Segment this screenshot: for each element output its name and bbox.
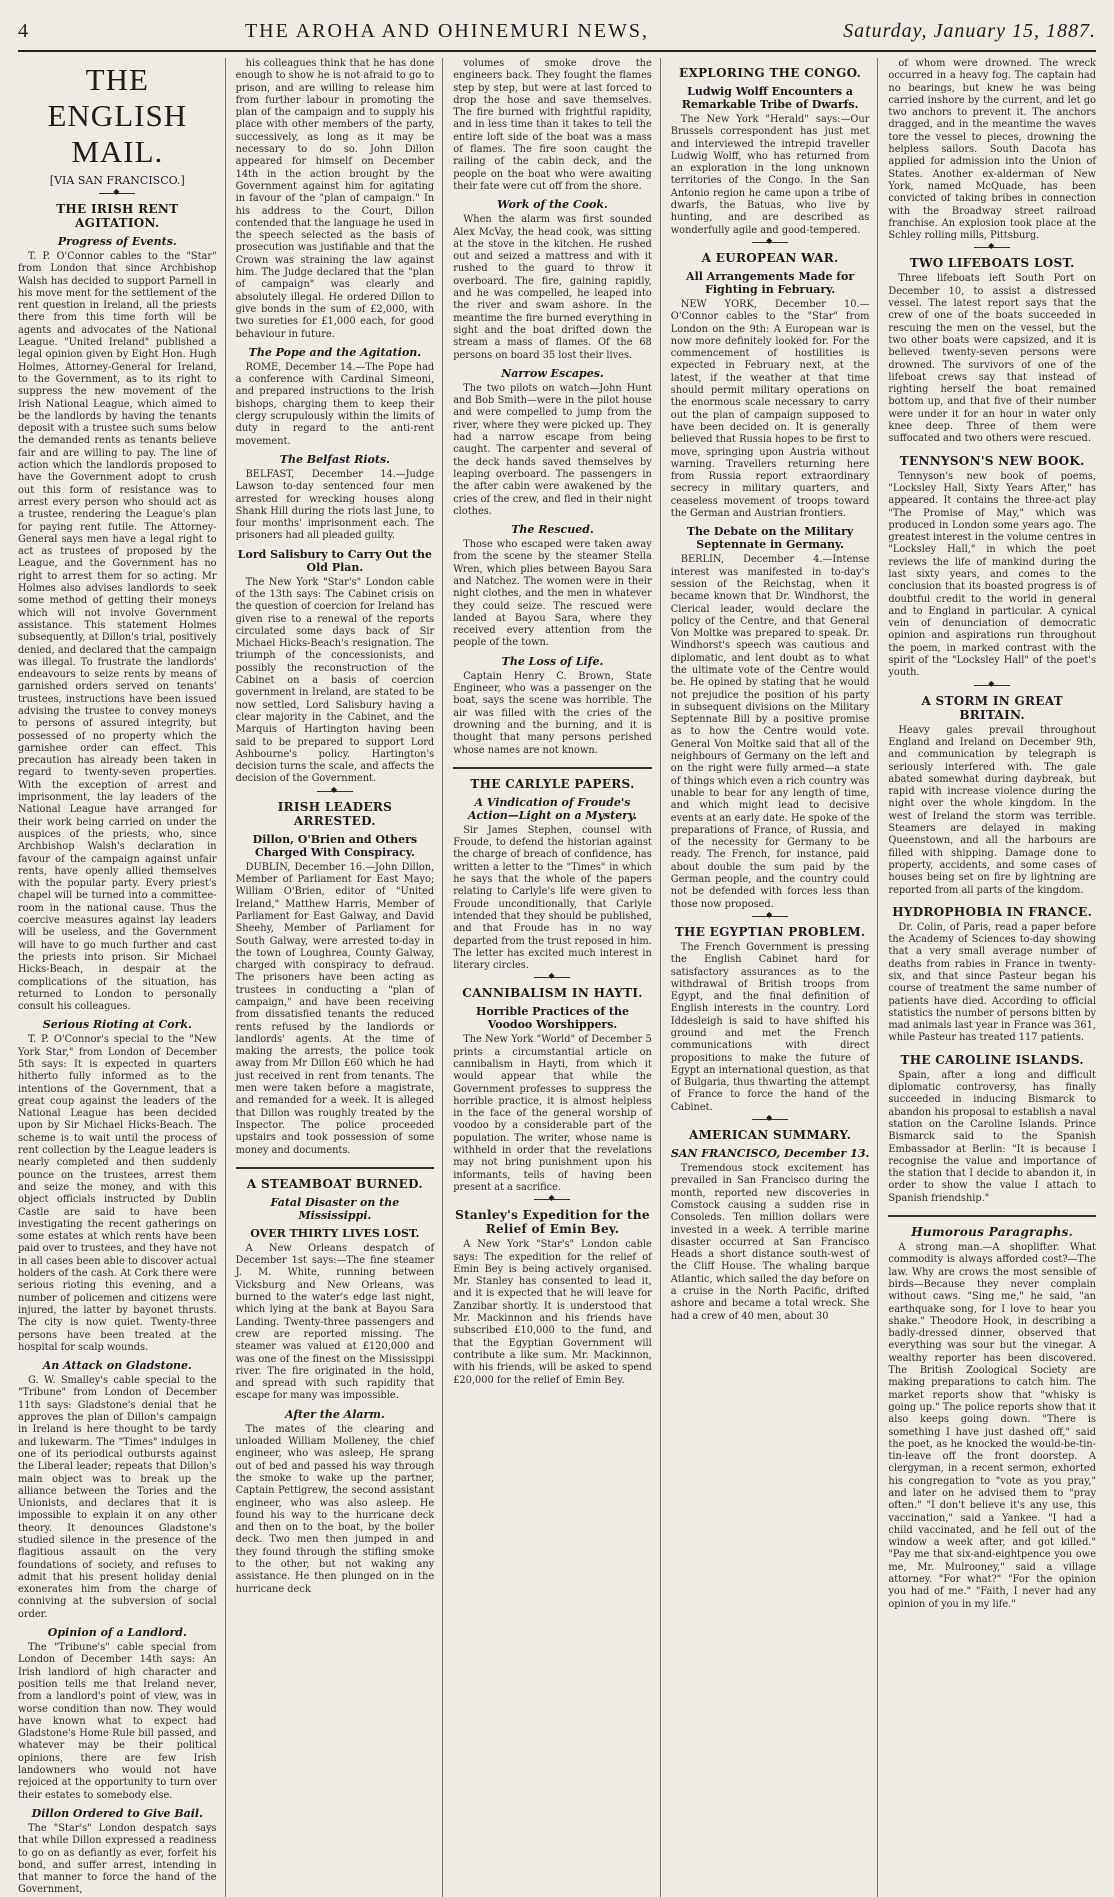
article-subheadline: OVER THIRTY LIVES LOST. (250, 1226, 420, 1240)
article-text: The French Government is pressing the English Cabinet hard for satisfactory assurances as to the withdrawal of British troops from Egypt, and the final definition of English interests in the country. Lord Iddesleigh is said to have shifted his ground and met the French communications with direct propositions to make the future of Egypt an international question, as that of Bulgaria, thus thwarting the attempt of France to force the hand of the Cabinet. (670, 941, 870, 1113)
article-text: his colleagues think that he has done enough to show he is not afraid to go to prison, and are willing to release him from further labour in promoting the plan of the campaign and to supply his place with other members of the party, successively, as long as it may be necessary to do so. John Dillon appeared for himself on December 14th in the action brought by the Government against him for agitating in favour of the "plan of campaign." In his address to the Court, Dillon contended that the language he used in the speech selected as the basis of prosecution was justifiable and that the Crown was straining the law against him. The Judge declared that the "plan of campaign" was clearly and absolutely illegal. He ordered Dillon to give bonds in the sum of £2,000, with two sureties for £1,000 each, for good behaviour in future. (235, 58, 435, 340)
article-headline: A EUROPEAN WAR. (701, 250, 839, 265)
article-subheadline: SAN FRANCISCO, December 13. (670, 1147, 870, 1161)
column-3 (453, 58, 661, 1897)
divider (974, 247, 1010, 248)
article-subheadline: The Loss of Life. (501, 654, 604, 668)
article-text: The two pilots on watch—John Hunt and Bob Smith—were in the pilot house and were compelled to jump from the river, where they were picked up. They had a narrow escape from being caught. The carpenter and several of the deck hands saved themselves by leaping overboard. The passengers in the after cabin were awakened by the cries of the crew, and fled in their night clothes. (453, 382, 652, 517)
article-subheadline: Horrible Practices of the Voodoo Worshippers. (475, 1005, 630, 1032)
article-subheadline: A Vindication of Froude's Action—Light on a Mystery. (467, 795, 638, 822)
article-text: T. P. O'Connor's special to the "New York Star," from London of December 5th says: It is expected in quarters hitherto fully informed as to the intentions of the Government, that a great coup against the leaders of the National League has been decided upon by Sir Michael Hicks-Beach. The scheme is to wait until the process of rent collection by the League leaders is nearly completed and then suddenly pounce on the trustees, arrest them and seize the money, and with this object officials instructed by Dublin Castle are said to have been investigating the recent gatherings on some estates at which rents have been paid over to trustees, and they have not in all cases been able to discover actual holders of the cash. At Cork there were serious rioting this evening, and a number of policemen and citizens were injured, the latter by bayonet thrusts. The city is now quiet. Twenty-three persons have been treated at the hospital for scalp wounds. (18, 1034, 217, 1353)
article-text: Those who escaped were taken away from the scene by the steamer Stella Wren, which plies between Bayou Sara and Natchez. The women were in their night clothes, and the men in whatever they could seize. The rescued were landed at Bayou Sara, where they received every attention from the people of the town. (453, 539, 652, 649)
article-subheadline: Work of the Cook. (497, 198, 608, 212)
divider (236, 1167, 435, 1169)
article-text: DUBLIN, December 16.—John Dillon, Member of Parliament for East Mayo; William O'Brien, editor of "United Ireland," Matthew Harris, Member of Parliament for East Galway, and David Sheehy, Member of Parliament for South Galway, were arrested to-day in the town of Loughrea, County Galway, charged with conspiracy to defraud. The prisoners have been acting as trustees in conducting a "plan of campaign," and have been receiving from dissatisfied tenants the reduced rents refused by the landlords or landlords' agents. At the time of making the arrests, the police took away from Mr Dillon £60 which he had just received in rent from tenants. The men were taken before a magistrate, and remanded for a week. It is alleged that Dillon was roughly treated by the Inspector. The police proceeded upstairs and took possession of some money and documents. (235, 861, 435, 1156)
divider (534, 977, 570, 978)
article-subheadline: All Arrangements Made for Fighting in February. (686, 269, 855, 296)
divider (534, 1199, 570, 1200)
article-text: The New York "World" of December 5 prints a circumstantial article on cannibalism in Hayti, from which it would appear that while the Government professes to suppress the horrible practice, it is almost helpless in the face of the general worship of voodoo by a considerable part of the population. The writer, whose name is withheld in order that the revelations may not bring punishment upon his informants, tells of having been present at a sacrifice. (453, 1034, 652, 1193)
article-headline: Stanley's Expedition for the Relief of Emin Bey. (455, 1208, 650, 1237)
divider (317, 791, 353, 792)
article-headline: A STORM IN GREAT BRITAIN. (921, 693, 1063, 722)
article-headline: A STEAMBOAT BURNED. (246, 1176, 423, 1191)
article-subheadline: Opinion of a Landlord. (47, 1626, 187, 1640)
article-subheadline: Lord Salisbury to Carry Out the Old Plan. (237, 547, 432, 574)
article-headline: HYDROPHOBIA IN FRANCE. (892, 904, 1093, 919)
column-5 (888, 58, 1096, 1897)
article-text: Tremendous stock excitement has prevailed in San Francisco during the month, reported new discoveries in Comstock causing a sudden rise in Consoleds. Ten million dollars were invested in a week. A terrible marine disaster occurred at San Francisco Heads a short distance south-west of the Cliff House. The whaling barque Atlantic, which sailed the day before on a cruise in the North Pacific, drifted ashore and became a total wreck. She had a crew of 40 men, about 30 (670, 1163, 870, 1322)
columns (18, 58, 1097, 1896)
section-title: THE ENGLISH MAIL. (47, 62, 188, 169)
article-headline: EXPLORING THE CONGO. (679, 66, 862, 80)
article-text: of whom were drowned. The wreck occurred in a heavy fog. The captain had no bearings, but knew he was being carried inshore by the current, and let go two anchors to prevent it. The anchors dragged, and in the meantime the waves tore the vessel to pieces, drowning the helpless sailors. South Dacota has applied for admission into the Union of States. Another ex-alderman of New York, named McQuade, has been convicted of taking bribes in connection with the Broadway street railroad franchise. An explosion took place at the Schley rolling mills, Pittsburg. (888, 58, 1096, 242)
article-text: T. P. O'Connor cables to the "Star" from London that since Archbishop Walsh has decided to support Parnell in his move ment for the settlement of the rent question in Ireland, all the priests there from this time forth will be agents and advocates of the National League. "United Ireland" published a legal opinion given by Eight Hon. Hugh Holmes, Attorney-General for Ireland, to the Government, as to its right to suppress the new movement of the Irish National League, which aimed to be the landlords by having the tenants deposit with a trustee such sums below the demanded rents as tenants believe fair and are willing to pay. The line of action which the landlords proposed to have the Government adopt to crush out this form of resistance was to arrest every person who should act as a trustee, rendering the League's plan for paying rent futile. The Attorney-General says men have a legal right to act as trustees of proposed by the League, and the Government has no right to arrest them for so acting. Mr Holmes also advises landlords to seek some method of getting their moneys which will not involve Government assistance. This statement Holmes subsequently, at Dillon's trial, positively denied, and declared that the campaign was illegal. To frustrate the landlords' endeavours to seize rents by means of garnished orders served on tenants' trustees, instructions have been issued advising the trustee to convey moneys to persons of assured integrity, but possessed of no property which the garnishee order can effect. This precaution has already been taken in regard to twenty-seven properties. With the exception of arrest and imprisonment, the lay leaders of the National League have arranged for their work being carried on under the auspices of the priests, who, since Archbishop Walsh's declaration in favour of the campaign against unfair rents, have openly allied themselves with the popular party. Every priest's chapel will be turned into a committee-room in the national cause. Thus the coercive measures against lay leaders will be useless, and the Government will have to go much further and cast the priests into prison. Sir Michael Hicks-Beach, in despair at the complications of the situation, has returned to London to personally consult his colleagues. (18, 251, 217, 1013)
article-subheadline: The Rescued. (511, 523, 594, 537)
article-headline: CANNIBALISM IN HAYTI. (462, 986, 643, 1001)
article-text: Tennyson's new book of poems, "Locksley Hall, Sixty Years After," has appeared. It contains the three-act play "The Promise of May," which was produced in London some years ago. The greatest interest in the volume centres in "Locksley Hall," in which the poet reviews the life of mankind during the last sixty years, and comes to the conclusion that its boasted progress is of doubtful credit to the world in general and to England in particular. A cynical vein of denunciation of democratic opinion and aspirations run throughout the poem, in marked contrast with the spirit of the "Locksley Hall" of the poet's youth. (888, 470, 1096, 679)
divider (974, 685, 1010, 686)
article-text: A New Orleans despatch of December 1st says:—The fine steamer J. M. White, running between Vicksburg and New Orleans, was burned to the water's edge last night, which lying at the bank at Bayou Sara Landing. Twenty-three passengers and crew are reported missing. The steamer was valued at £120,000 and was one of the finest on the Mississippi river. The fire originated in the hold, and spread with such rapidity that escape for many was impossible. (235, 1242, 435, 1402)
article-text: The "Tribune's" cable special from London of December 14th says: An Irish landlord of high character and position tells me that Ireland never, from a landlord's point of view, was in worse condition than now. They would have known what to expect had Gladstone's Home Rule bill passed, and whatever may be their political opinions, there are few Irish landowners who would not have rejoiced at the opportunity to turn over their estates to somebody else. (18, 1642, 217, 1801)
article-subheadline: Serious Rioting at Cork. (42, 1018, 192, 1032)
article-text: Three lifeboats left South Port on December 10, to assist a distressed vessel. The latest report says that the crew of one of the boats succeeded in rescuing the men on the vessel, but the two other boats were capsized, and it is believed twenty-seven persons were drowned. The survivors of one of the lifeboat crews say that instead of righting herself the boat remained bottom up, and that five of their number were under it for an hour in water only knee deep. Three of them were suffocated and two others were rescued. (888, 273, 1096, 445)
article-subheadline: The Pope and the Agitation. (248, 345, 422, 359)
article-headline: IRISH LEADERS ARRESTED. (277, 799, 393, 828)
masthead (18, 20, 1096, 52)
article-text: G. W. Smalley's cable special to the "Tribune" from London of December 11th says: Gladstone's denial that he approves the plan of Dillon's campaign in Ireland is here thought to be tardy and lukewarm. The "Times" indulges in one of its periodical outbursts against the Liberal leader; repeats that Dillon's main object was to break up the alliance between the Tories and the Unionists, and declares that it is impossible to explain it on any other theory. It denounces Gladstone's studied silence in the presence of the flagitious assault on the very foundations of society, and refuses to admit that his present holiday denial exonerates him from the charge of conniving at the subversion of social order. (18, 1375, 217, 1620)
article-text: A strong man.—A shoplifter. What commodity is always afforded cost?—The law. Why are crows the most sensible of birds—Because they never complain without caws. "Sing me," he said, "an earthquake song, for I love to hear you shake." Theodore Hook, in describing a badly-dressed dinner, observed that everything was sour but the vinegar. A wealthy reporter has been discovered. The British Zoological Society are making preparations to catch him. The market reports show that "whisky is going up." The police reports show that it also keeps going down. "There is something I have just dashed off," said the poet, as he knocked the would-be-tin-tin-leave off the front doorstep. A clergyman, in a recent sermon, exhorted his congregation to "vote as you pray," and later on he advised them to "pray often." "I don't believe it's any use, this vaccination," said a Yankee. "I had a child vaccinated, and he fell out of the window a week after, and got killed." "Pay me that six-and-eightpence you owe me, Mr. Mulrooney," said a village attorney. "For what?" "For the opinion you had of me." "Faith, I never had any opinion of you in my life." (888, 1242, 1096, 1610)
article-text: Captain Henry C. Brown, State Engineer, who was a passenger on the boat, says the scene was horrible. The air was filled with the cries of the drowning and the burning, and it is thought that many persons perished whose names are not known. (453, 670, 652, 756)
article-text: Dr. Colin, of Paris, read a paper before the Academy of Sciences to-day showing that a very small average number of deaths from rabies in France in twenty-six, and that since Pasteur began his course of treatment the same number of patients have died. According to official statistics the number of persons bitten by mad animals last year in France was 361, while Pasteur has treated 117 patients. (888, 921, 1097, 1044)
article-headline: AMERICAN SUMMARY. (688, 1128, 852, 1143)
page-number: 4 (18, 20, 29, 42)
article-text: The mates of the clearing and unloaded William Molleney, the chief engineer, who was asleep, He sprang out of bed and passed his way through the smoke to wake up the partner, Captain Pettigrew, the second assistant engineer, who was also asleep. He found his way to the hurricane deck and then on to the boat, by the boiler deck. Two men then jumped in and they found through the stifling smoke to the other, but not waking any assistance. He then plunged on in the hurricane deck (235, 1423, 435, 1595)
article-text: The New York "Herald" says:—Our Brussels correspondent has just met and interviewed the intrepid traveller Ludwig Wolff, who has returned from an exploration in the long unknown territories of the Congo. In the San Antonio region he came upon a tribe of dwarfs, the Batuas, who live by hunting, and are described as wonderfully agile and good-tempered. (670, 114, 870, 236)
article-headline: THE CARLYLE PAPERS. (470, 776, 635, 791)
article-text: Heavy gales prevail throughout England and Ireland on December 9th, and communication by telegraph is seriously interfered with. The gale abated somewhat during daybreak, but rapid with increase violence during the night over the whole kingdom. In the west of Ireland the storm was terrible. Steamers are delayed in making Queenstown, and all the harbours are filled with shipping. Damage done to property, accidents, and some cases of houses being set on fire by lightning are reported from all parts of the kingdom. (888, 724, 1096, 896)
divider (752, 1119, 788, 1120)
column-1 (18, 58, 226, 1897)
divider (752, 242, 788, 243)
article-subheadline: Dillon, O'Brien and Others Charged With Conspiracy. (252, 832, 418, 859)
article-headline: TENNYSON'S NEW BOOK. (899, 453, 1085, 468)
article-text: When the alarm was first sounded Alex McVay, the head cook, was sitting at the stove in the kitchen. He rushed out and seized a mattress and with it rushed to the guard to throw it overboard. The fire, gaining rapidly, and he was compelled, he leaped into the river and swam ashore. In the meantime the fire burned everything in sight and the boat drifted down the stream a mass of flames. Of the 68 persons on board 35 lost their lives. (453, 214, 652, 361)
article-subheadline: Ludwig Wolff Encounters a Remarkable Tribe of Dwarfs. (681, 85, 859, 111)
via-line: [VIA SAN FRANCISCO.] (49, 174, 185, 187)
article-headline: THE IRISH RENT AGITATION. (56, 202, 179, 230)
article-headline: THE CAROLINE ISLANDS. (900, 1052, 1084, 1067)
article-text: The "Star's" London despatch says that while Dillon expressed a readiness to go on as defiantly as ever, forfeit his bond, and suffer arrest, intending in that manner to force the hand of the Government, (18, 1822, 217, 1896)
article-subheadline: After the Alarm. (284, 1407, 385, 1421)
article-subheadline: Progress of Events. (57, 235, 177, 248)
article-subheadline: An Attack on Gladstone. (42, 1359, 192, 1373)
issue-date: Saturday, January 15, 1887. (843, 20, 1096, 42)
article-text: NEW YORK, December 10.—O'Connor cables to the "Star" from London on the 9th: A European war is now more definitely looked for. For the commencement of hostilities is expected in February next, at the latest, if the weather at that time should permit military operations on the enormous scale necessary to carry out the plan of campaign supposed to have been decided on. It is generally believed that Russia hopes to be first to move, springing upon Austria without warning. Travellers returning here from Russia report extraordinary secrecy in military quarters, and ceaseless movement of troops toward the German and Austrian frontiers. (670, 298, 870, 520)
article-text: volumes of smoke drove the engineers back. They fought the flames step by step, but were at last forced to drop the hose and save themselves. The fire burned with frightful rapidity, and in less time than it takes to tell the entire loft side of the boat was a mass of flames. The fire soon caught the railing of the cabin deck, and the people on the boat who were awaiting their fate were cut off from the shore. (453, 58, 652, 192)
article-text: Spain, after a long and difficult diplomatic controversy, has finally succeeded in inducing Bismarck to abandon his proposal to establish a naval station on the Caroline Islands. Prince Bismarck said to the Spanish Embassador at Berlin: "It is because I recognise the value and importance of the station that I decide to abandon it, in order to show the value I attach to Spanish friendship." (888, 1069, 1096, 1204)
article-subheadline: Fatal Disaster on the Mississippi. (270, 1195, 400, 1222)
divider (453, 767, 652, 769)
article-subheadline: Dillon Ordered to Give Bail. (31, 1806, 203, 1820)
article-text: Sir James Stephen, counsel with Froude, to defend the historian against the charge of breach of confidence, has written a letter to the "Times" in which he says that the whole of the papers relating to Carlyle's life were given to Froude unconditionally, that Carlyle intended that they should be published, and that Froude has in no way departed from the trust reposed in him. The letter has excited much interest in literary circles. (453, 824, 652, 972)
article-subheadline: The Belfast Riots. (279, 452, 390, 466)
article-headline: Humorous Paragraphs. (911, 1225, 1074, 1240)
article-text: BERLIN, December 4.—Intense interest was manifested in to-day's session of the Reichstag, when it became known that Dr. Windhorst, the Clerical leader, would declare the policy of the Centre, and that General Von Moltke was prepared to speak. Dr. Windhorst's speech was cautious and diplomatic, and lent doubt as to what the ultimate vote of the Centre would be. He opined by stating that he would not prejudice the position of his party in subsequent divisions on the Military Septennate Bill by a positive promise as to how the Centre would vote. General Von Moltke said that all of the neighbours of Germany on the left and on the right were fully armed—a state of things which even a rich country was unable to bear for any length of time, and which might lead to decisive events at an early date. He spoke of the preparations of France, of Russia, and of the necessity for Germany to be ready. The French, for instance, paid about double the sum paid by the German people, and the country could not be defended with forces less than those now proposed. (670, 554, 870, 910)
article-subheadline: Narrow Escapes. (501, 366, 604, 380)
article-text: ROME, December 14.—The Pope had a conference with Cardinal Simeoni, and prepared instructions to the Irish bishops, charging them to keep their clergy scrupulously within the limits of duty in regard to the anti-rent movement. (235, 361, 435, 447)
article-subheadline: The Debate on the Military Septennate in Germany. (686, 525, 854, 552)
article-headline: TWO LIFEBOATS LOST. (909, 256, 1075, 271)
column-4 (671, 58, 879, 1897)
divider (752, 916, 788, 917)
article-text: A New York "Star's" London cable says: The expedition for the relief of Emin Bey is being actively organised. Mr. Stanley has consented to lead it, and it is expected that he will leave for Zanzibar shortly. It is understood that Mr. Mackinnon and his friends have subscribed £10,000 to the fund, and that the Egyptian Government will contribute a like sum. Mr. Mackinnon, with his friends, will be asked to spend £20,000 for the relief of Emin Bey. (453, 1239, 652, 1386)
newspaper-title: THE AROHA AND OHINEMURI NEWS, (244, 20, 650, 42)
article-text: The New York "Star's" London cable of the 13th says: The Cabinet crisis on the question of coercion for Ireland has given rise to a renewal of the reports circulated some days back of Sir Michael Hicks-Beach's resignation. The triumph of the concessionists, and possibly the reconstruction of the Cabinet on a basis of coercion government in Ireland, are stated to be now settled, Lord Salisbury having a clear majority in the Cabinet, and the Marquis of Hartington having been said to be prepared to support Lord Ashbourne's policy. Hartington's decision turns the scale, and affects the decision of the Government. (235, 576, 435, 785)
divider (99, 193, 135, 194)
article-text: BELFAST, December 14.—Judge Lawson to-day sentenced four men arrested for wrecking houses along Shank Hill during the riots last June, to four months' imprisonment each. The prisoners had all pleaded guilty. (235, 468, 435, 542)
divider (888, 1215, 1096, 1217)
column-2 (236, 58, 444, 1897)
article-headline: THE EGYPTIAN PROBLEM. (674, 924, 866, 939)
